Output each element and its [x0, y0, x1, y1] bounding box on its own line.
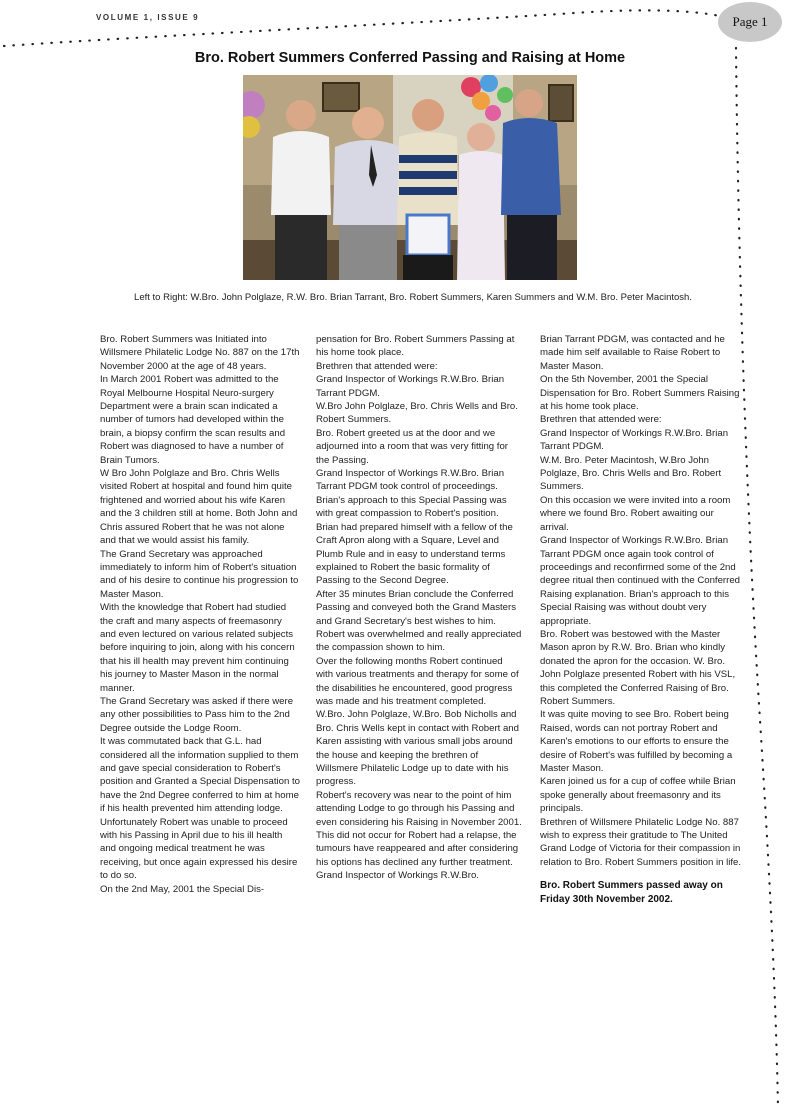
paragraph: It was commutated back that G.L. had considered all the information supplied to them and gave special consideration to Robert's position and Granted a Special Dispensation to have the 2nd Degree conferred to him at home if his health prevented him attending lodge.	[100, 736, 300, 815]
paragraph: Brian Tarrant PDGM, was contacted and he made him self available to Raise Robert to Master Mason.	[540, 334, 725, 372]
paragraph: Unfortunately Robert was unable to proceed with his Passing in April due to his ill health and ongoing medical treatment he was receiving, but once again expressed his desire to do so.	[100, 816, 298, 882]
column-2	[316, 333, 522, 883]
article-title: Bro. Robert Summers Conferred Passing and Raising at Home	[194, 50, 626, 66]
paragraph: On the 5th November, 2001 the Special Dispensation for Bro. Robert Summers Raising at his home took place.	[540, 374, 740, 413]
paragraph: Karen joined us for a cup of coffee while Brian spoke generally about freemasonry and its principals.	[540, 776, 736, 815]
paragraph: On the 2nd May, 2001 the Special Dis-	[100, 883, 265, 895]
paragraph: Bro. Robert Summers was Initiated into Willsmere Philatelic Lodge No. 887 on the 17th November 2000 at the age of 48 years.	[100, 334, 300, 372]
paragraph: Brian had prepared himself with a fellow of the Craft Apron along with a Square, Level and Plumb Rule and in easy to understand terms explained to Robert the basic formality of Passing to the Second Degree.	[316, 521, 513, 587]
page-badge: Page 1	[718, 2, 782, 42]
paragraph: Grand Inspector of Workings R.W.Bro. Brian Tarrant PDGM once again took control of proceedings and reconfirmed some of the 2nd degree ritual then continued with the Conferred Raising explanation. Brian's approach to this Special Raising was without doubt very appropriate.	[540, 535, 740, 627]
paragraph: After 35 minutes Brian conclude the Conferred Passing and conveyed both the Grand Masters and Grand Secretary's best wishes to him. Robert was overwhelmed and really appreciated the compassion shown to him.	[316, 588, 522, 654]
column-3	[540, 333, 745, 906]
paragraph: Grand Inspector of Workings R.W.Bro.	[316, 870, 479, 882]
paragraph: Grand Inspector of Workings R.W.Bro. Brian Tarrant PDGM.	[540, 427, 729, 453]
paragraph: Bro. Robert was bestowed with the Master Mason apron by R.W. Bro. Brian who kindly donated the apron for the occasion. W. Bro. John Polglaze presented Robert with his VSL, this completed the Conferred Raising of Bro. Robert Summers.	[540, 628, 736, 707]
paragraph: In March 2001 Robert was admitted to the Royal Melbourne Hospital Neuro-surgery Department were a brain scan indicated a number of tumors had developed within the brain, a biopsy confirm the scan results and Robert was diagnosed to have a number of Brain Tumors.	[100, 374, 286, 466]
paragraph: W.Bro John Polglaze, Bro. Chris Wells and Bro. Robert Summers.	[316, 401, 518, 426]
paragraph: pensation for Bro. Robert Summers Passing at his home took place.	[316, 334, 515, 359]
paragraph: W.M. Bro. Peter Macintosh, W.Bro John Polglaze, Bro. Chris Wells and Bro. Robert Summers.	[540, 454, 722, 493]
paragraph: Brethren that attended were:	[316, 360, 438, 372]
paragraph: On this occasion we were invited into a room where we found Bro. Robert awaiting our arrival.	[540, 494, 731, 533]
paragraph: The Grand Secretary was approached immediately to inform him of Robert's situation and of his desire to continue his progression to Master Mason.	[100, 548, 299, 600]
paragraph: With the knowledge that Robert had studied the craft and many aspects of freemasonry and even lectured on various related subjects before inquiring to join, along with his concern that his ill health may prevent him continuing his journey to Master Mason in the normal manner.	[100, 602, 295, 694]
paragraph: Grand Inspector of Workings R.W.Bro. Brian Tarrant PDGM took control of proceedings. Brian's approach to this Special Passing was with great compassion to Robert's position.	[316, 468, 507, 520]
photo-caption: Left to Right: W.Bro. John Polglaze, R.W. Bro. Brian Tarrant, Bro. Robert Summers, Karen Summers and W.M. Bro. Peter Macintosh.	[134, 292, 692, 303]
paragraph: It was quite moving to see Bro. Robert being Raised, words can not portray Robert and Karen's emotions to our efforts to ensure the desire of Robert's was fulfilled by becoming a Master Mason.	[540, 709, 733, 774]
column-1	[100, 333, 300, 896]
paragraph: The Grand Secretary was asked if there were any other possibilities to Pass him to the 2nd Degree outside the Lodge Room.	[100, 695, 294, 734]
closing-note: Bro. Robert Summers passed away on Friday 30th November 2002.	[540, 880, 723, 905]
paragraph: W.Bro. John Polglaze, W.Bro. Bob Nicholls and Bro. Chris Wells kept in contact with Robert and Karen assisting with various small jobs around the house and keeping the brethren of Willsmere Philatelic Lodge up to date with his progress.	[316, 709, 519, 788]
group-photo	[243, 75, 577, 280]
paragraph: Grand Inspector of Workings R.W.Bro. Brian Tarrant PDGM.	[316, 374, 505, 399]
volume-issue: VOLUME 1, ISSUE 9	[96, 13, 200, 22]
paragraph: Bro. Robert greeted us at the door and we adjourned into a room that was very fitting for the Passing.	[316, 427, 508, 466]
paragraph: Over the following months Robert continued with various treatments and therapy for some of the disabilities he encountered, good progress was made and his treatment completed.	[316, 655, 519, 707]
paragraph: W Bro John Polglaze and Bro. Chris Wells visited Robert at hospital and found him quite frightened and worried about his wife Karen and the 3 children still at home. Both John and Chris assured Robert that he was not alone and that we would assist his family.	[100, 468, 298, 547]
paragraph: Brethren of Willsmere Philatelic Lodge No. 887 wish to express their gratitude to The United Grand Lodge of Victoria for their compassion in relation to Bro. Robert Summers position in life.	[540, 816, 742, 868]
paragraph: Robert's recovery was near to the point of him attending Lodge to go through his Passing and even considering his Raising in November 2001.	[316, 789, 522, 828]
paragraph: This did not occur for Robert had a relapse, the tumours have reappeared and after considering his options has declined any further treatment.	[316, 830, 519, 868]
paragraph: Brethren that attended were:	[540, 414, 662, 426]
